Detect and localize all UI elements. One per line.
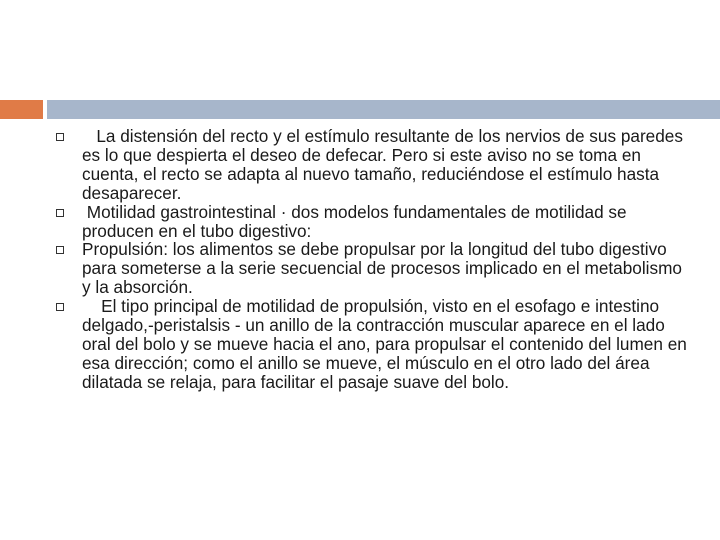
square-bullet-icon [56,133,64,141]
bullet-item-propulsion [52,240,692,297]
bullet-item-peristalsis [52,297,692,392]
bullet-text: Propulsión: los alimentos se debe propulsar por la longitud del tubo digestivo para someterse a la serie secuencial de procesos implicado en el metabolismo y la absorción. [82,239,687,298]
accent-bar [0,100,43,119]
bullet-text: El tipo principal de motilidad de propulsión, visto en el esofago e intestino delgado,-peristalsis - un anillo de la contracción muscular aparece en el lado oral del bolo y se mueve hacia el ano, para propulsar el contenido del lumen en esa dirección; como el anillo se mueve, el músculo en el otro lado del área dilatada se relaja, para facilitar el pasaje suave del bolo. [82,296,692,392]
square-bullet-icon [56,246,64,254]
square-bullet-icon [56,303,64,311]
bullet-item-distension [52,127,692,203]
bullet-text: La distensión del recto y el estímulo resultante de los nervios de sus paredes es lo que despierta el deseo de defecar. Pero si este aviso no se toma en cuenta, el recto se adapta al nuevo tamaño, reduciéndose el estímulo hasta desaparecer. [82,126,688,203]
bullet-item-motilidad [52,203,692,241]
header-bar [47,100,720,119]
slide-content [52,127,692,392]
bullet-text: Motilidad gastrointestinal · dos modelos fundamentales de motilidad se producen en el tubo digestivo: [82,201,632,241]
square-bullet-icon [56,209,64,217]
bullet-list [52,127,692,392]
